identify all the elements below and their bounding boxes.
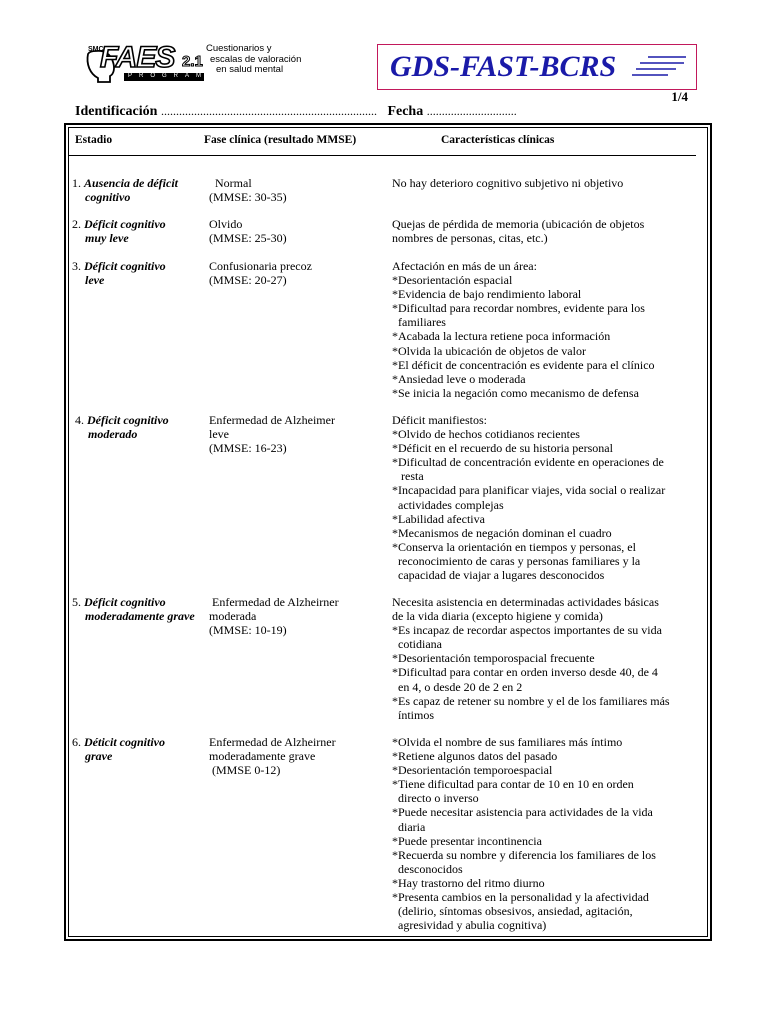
feature-line: reconocimiento de caras y personas familiares y la	[392, 553, 641, 568]
feature-line: *Olvida la ubicación de objetos de valor	[392, 343, 586, 358]
feature-line: *Labilidad afectiva	[392, 511, 485, 526]
feature-line: *Incapacidad para planificar viajes, vida social o realizar	[392, 483, 666, 498]
date-field[interactable]: ..............................	[426, 104, 517, 118]
stage-name	[72, 217, 207, 245]
feature-line: No hay deterioro cognitivo subjetivo ni objetivo	[392, 176, 624, 190]
stage-name	[72, 259, 207, 287]
feature-line: *Dificultad para contar en orden inverso desde 40, de 4	[392, 665, 658, 680]
identification-label: Identificación	[75, 104, 158, 119]
feature-line: Déficit manifiestos:	[392, 413, 487, 427]
stage-phase	[209, 217, 384, 245]
identification-field[interactable]: ........................................................................	[160, 104, 377, 118]
header-stage: Estadio	[75, 134, 113, 146]
feature-line: *Es incapaz de recordar aspectos importantes de su vida	[392, 623, 662, 638]
feature-line: (delirio, síntomas obsesivos, ansiedad, agitación,	[392, 904, 633, 919]
feature-line: *Desorientación espacial	[392, 273, 513, 288]
feature-line: *Recuerda su nombre y diferencia los familiares de los	[392, 847, 656, 862]
document-title: GDS-FAST-BCRS	[390, 50, 617, 83]
logo-program-text: PROGRAMA	[128, 73, 220, 79]
stage-number: 5.	[72, 595, 81, 609]
phase-line: moderada	[209, 609, 257, 624]
stage-name	[75, 413, 210, 441]
header-features: Características clínicas	[441, 134, 555, 146]
feature-line: íntimos	[392, 707, 435, 722]
phase-line: Olvido	[209, 217, 243, 231]
stage-title-line: muy leve	[85, 231, 129, 246]
stage-features	[392, 217, 702, 245]
feature-line: *Es capaz de retener su nombre y el de los familiares más	[392, 693, 670, 708]
stage-phase	[209, 595, 384, 637]
stage-number: 6.	[72, 735, 81, 749]
feature-line: cotidiana	[392, 637, 442, 652]
feature-line: *Evidencia de bajo rendimiento laboral	[392, 287, 582, 302]
feature-line: *Dificultad para recordar nombres, evidente para los	[392, 301, 645, 316]
feature-line: *Olvida el nombre de sus familiares más íntimo	[392, 735, 623, 749]
phase-line: Enfermedad de Alzheimer	[209, 413, 335, 427]
stage-title-line: grave	[85, 749, 113, 764]
stage-name	[72, 595, 207, 623]
stage-title-line: moderadamente grave	[85, 609, 195, 624]
feature-line: Quejas de pérdida de memoria (ubicación de objetos	[392, 217, 645, 231]
feature-line: *Hay trastorno del ritmo diurno	[392, 875, 545, 890]
stage-title-line: Déticit cognitivo	[84, 735, 165, 749]
date-label: Fecha	[387, 104, 424, 119]
feature-line: *Tiene dificultad para contar de 10 en 10 en orden	[392, 777, 634, 792]
feature-line: *Ansiedad leve o moderada	[392, 371, 526, 386]
phase-line: leve	[209, 427, 229, 442]
stage-title-line: Déficit cognitivo	[87, 413, 169, 427]
title-box	[377, 44, 697, 90]
stage-features	[392, 735, 702, 932]
stage-features	[392, 176, 702, 190]
feature-line: de la vida diaria (excepto higiene y comida)	[392, 609, 603, 624]
stage-title-line: Déficit cognitivo	[84, 595, 166, 609]
phase-line: Normal	[209, 176, 252, 190]
feature-line: familiares	[392, 315, 446, 330]
phase-line: (MMSE: 20-27)	[209, 273, 287, 288]
stage-number: 1.	[72, 176, 81, 190]
logo-tagline-line: escalas de valoración	[210, 53, 302, 65]
stage-number: 3.	[72, 259, 81, 273]
stage-features	[392, 413, 702, 582]
stage-features	[392, 259, 702, 400]
feature-line: resta	[392, 469, 424, 484]
feature-line: *Desorientación temporoespacial	[392, 763, 553, 778]
stage-name	[72, 176, 207, 204]
feature-line: capacidad de viajar a lugares desconocidos	[392, 568, 605, 583]
feature-line: nombres de personas, citas, etc.)	[392, 231, 548, 246]
feature-line: *Presenta cambios en la personalidad y la afectividad	[392, 890, 649, 905]
phase-line: (MMSE: 16-23)	[209, 441, 287, 456]
feature-line: Necesita asistencia en determinadas actividades básicas	[392, 595, 659, 609]
phase-line: (MMSE: 10-19)	[209, 623, 287, 638]
page-number: 1/4	[671, 89, 688, 104]
phase-line: (MMSE: 25-30)	[209, 231, 287, 246]
stage-phase	[209, 735, 384, 777]
feature-line: *Conserva la orientación en tiempos y personas, el	[392, 539, 636, 554]
feature-line: directo o inverso	[392, 791, 479, 806]
feature-line: *Se inicia la negación como mecanismo de defensa	[392, 385, 639, 400]
logo-tagline-line: en salud mental	[216, 64, 284, 75]
faes-logo	[84, 40, 324, 84]
stage-title-line: Déficit cognitivo	[84, 217, 166, 231]
stage-title-line: leve	[85, 273, 105, 288]
feature-line: *Puede necesitar asistencia para actividades de la vida	[392, 805, 653, 820]
phase-line: (MMSE: 30-35)	[209, 190, 287, 205]
feature-line: *Dificultad de concentración evidente en operaciones de	[392, 455, 664, 470]
stage-phase	[209, 176, 384, 204]
phase-line: Confusionaria precoz	[209, 259, 312, 273]
stage-features	[392, 595, 702, 722]
feature-line: *El déficit de concentración es evidente para el clínico	[392, 357, 655, 372]
feature-line: Afectación en más de un área:	[392, 259, 537, 273]
feature-line: en 4, o desde 20 de 2 en 2	[392, 679, 523, 694]
logo-tagline-line: Cuestionarios y	[206, 43, 272, 54]
feature-line: diaria	[392, 819, 426, 834]
feature-line: *Desorientación temporospacial frecuente	[392, 651, 595, 666]
stage-number: 4.	[75, 413, 84, 427]
feature-line: desconocidos	[392, 861, 463, 876]
stage-title-line: Ausencia de déficit	[84, 176, 178, 190]
header-divider	[68, 155, 696, 156]
stage-phase	[209, 259, 384, 287]
feature-line: agresividad y abulia cognitiva)	[392, 918, 547, 933]
feature-line: *Mecanismos de negación dominan el cuadro	[392, 525, 612, 540]
feature-line: *Retiene algunos datos del pasado	[392, 749, 558, 764]
phase-line: moderadamente grave	[209, 749, 316, 764]
feature-line: actividades complejas	[392, 497, 504, 512]
feature-line: *Acabada la lectura retiene poca información	[392, 329, 611, 344]
phase-line: Enfermedad de Alzheirner	[209, 735, 336, 749]
logo-tagline	[206, 44, 301, 76]
phase-line: (MMSE 0-12)	[209, 763, 281, 778]
stage-title-line: cognitivo	[85, 190, 131, 205]
identification-row	[75, 104, 517, 120]
feature-line: *Déficit en el recuerdo de su historia personal	[392, 441, 613, 456]
logo-version-text: 2.1	[182, 53, 203, 70]
stage-phase	[209, 413, 384, 455]
stage-number: 2.	[72, 217, 81, 231]
feature-line: *Olvido de hechos cotidianos recientes	[392, 427, 580, 442]
svg-text:SMC: SMC	[88, 46, 104, 53]
stage-title-line: Déficit cognitivo	[84, 259, 166, 273]
stage-name	[72, 735, 207, 763]
feature-line: *Puede presentar incontinencia	[392, 833, 542, 848]
phase-line: Enfermedad de Alzheirner	[209, 595, 339, 609]
stage-title-line: moderado	[88, 427, 138, 442]
logo-brand-text: FAES	[100, 41, 175, 74]
title-decoration-lines	[632, 55, 688, 79]
header-phase: Fase clínica (resultado MMSE)	[204, 134, 357, 146]
